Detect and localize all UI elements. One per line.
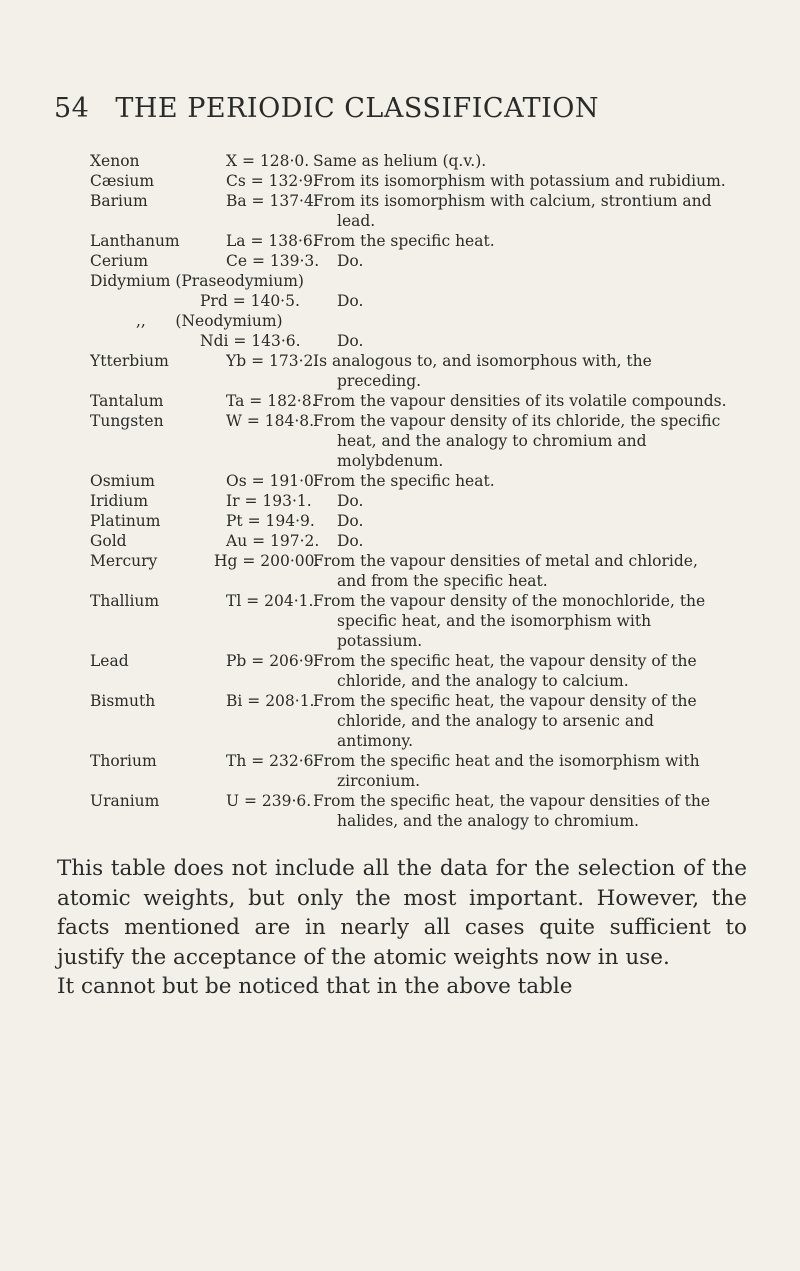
- atomic-weight: Bi = 208·1.: [226, 692, 315, 710]
- table-row-gold: [90, 531, 730, 551]
- element-name: Cæsium: [90, 172, 155, 190]
- atomic-weight: Pb = 206·9.: [226, 652, 319, 670]
- body-text: [57, 854, 747, 1002]
- table-row-bismuth: [90, 691, 730, 751]
- atomic-weight: Tl = 204·1.: [226, 592, 314, 610]
- body-paragraph: This table does not include all the data for the selection of the atomic weights, but only the most important. However, the facts mentioned are in nearly all cases quite sufficient to justify the acceptance of the atomic weights now in use.: [57, 856, 747, 970]
- method-text: From the specific heat and the isomorphism with zirconium.: [313, 752, 700, 790]
- element-name: Xenon: [90, 152, 140, 170]
- element-name: Lanthanum: [90, 232, 180, 250]
- table-row-cerium: [90, 251, 730, 271]
- table-row-osmium: [90, 471, 730, 491]
- method-text: Do.: [337, 532, 364, 550]
- table-row-lead: [90, 651, 730, 691]
- method-text: From its isomorphism with calcium, strontium and lead.: [313, 192, 712, 230]
- atomic-weights-table: [90, 151, 730, 831]
- element-name: Thorium: [90, 752, 157, 770]
- table-row-praseodymium: [90, 271, 730, 311]
- method-text: From the vapour density of its chloride, the specific heat, and the analogy to chromium and molybdenum.: [313, 412, 721, 470]
- element-name: Barium: [90, 192, 148, 210]
- method-text: Same as helium (q.v.).: [313, 152, 487, 170]
- element-name: Cerium: [90, 252, 149, 270]
- table-row-tantalum: [90, 391, 730, 411]
- table-row-iridium: [90, 491, 730, 511]
- atomic-weight: Ta = 182·8.: [226, 392, 317, 410]
- page-title: THE PERIODIC CLASSIFICATION: [115, 93, 600, 124]
- method-text: From the vapour density of the monochloride, the specific heat, and the isomorphism with potassium.: [313, 592, 706, 650]
- element-name: Gold: [90, 532, 127, 550]
- table-row-thallium: [90, 591, 730, 651]
- table-row-barium: [90, 191, 730, 231]
- element-name: Lead: [90, 652, 129, 670]
- element-name: Mercury: [90, 552, 158, 570]
- element-name: ,, (Neodymium): [136, 312, 283, 330]
- atomic-weight: Ndi = 143·6.: [200, 332, 301, 350]
- atomic-weight: La = 138·6.: [226, 232, 318, 250]
- atomic-weight: Yb = 173·2.: [226, 352, 319, 370]
- method-text: From the vapour densities of its volatile compounds.: [313, 392, 727, 410]
- element-name: Iridium: [90, 492, 149, 510]
- method-text: From its isomorphism with potassium and rubidium.: [313, 172, 726, 190]
- atomic-weight: Au = 197·2.: [226, 532, 320, 550]
- body-paragraph: It cannot but be noticed that in the above table: [57, 974, 573, 999]
- method-text: From the specific heat.: [313, 472, 495, 490]
- atomic-weight: Ir = 193·1.: [226, 492, 312, 510]
- table-row-mercury: [90, 551, 730, 591]
- method-text: Do.: [337, 252, 364, 270]
- method-text: Do.: [337, 512, 364, 530]
- element-name: Didymium (Praseodymium): [90, 272, 304, 290]
- element-name: Uranium: [90, 792, 160, 810]
- method-text: From the specific heat, the vapour densities of the halides, and the analogy to chromium.: [313, 792, 711, 830]
- element-name: Osmium: [90, 472, 155, 490]
- table-row-thorium: [90, 751, 730, 791]
- table-row-xenon: [90, 151, 730, 171]
- method-text: From the specific heat, the vapour density of the chloride, and the analogy to calcium.: [313, 652, 697, 690]
- element-name: Ytterbium: [90, 352, 169, 370]
- atomic-weight: Ce = 139·3.: [226, 252, 320, 270]
- atomic-weight: W = 184·8.: [226, 412, 315, 430]
- table-row-platinum: [90, 511, 730, 531]
- table-row-ytterbium: [90, 351, 730, 391]
- atomic-weight: Hg = 200·00.: [214, 552, 320, 570]
- atomic-weight: Cs = 132·9.: [226, 172, 318, 190]
- running-header: [54, 93, 599, 124]
- page-number: 54: [54, 93, 90, 124]
- element-name: Thallium: [90, 592, 160, 610]
- element-name: Platinum: [90, 512, 161, 530]
- method-text: From the vapour densities of metal and chloride, and from the specific heat.: [313, 552, 698, 590]
- atomic-weight: X = 128·0.: [226, 152, 310, 170]
- method-text: Do.: [337, 292, 364, 310]
- method-text: Do.: [337, 332, 364, 350]
- table-row-neodymium: [90, 311, 730, 351]
- element-name: Tungsten: [90, 412, 164, 430]
- atomic-weight: Pt = 194·9.: [226, 512, 315, 530]
- atomic-weight: U = 239·6.: [226, 792, 312, 810]
- table-row-caesium: [90, 171, 730, 191]
- element-name: Tantalum: [90, 392, 164, 410]
- table-row-uranium: [90, 791, 730, 831]
- atomic-weight: Os = 191·0.: [226, 472, 319, 490]
- atomic-weight: Ba = 137·4.: [226, 192, 319, 210]
- table-row-lanthanum: [90, 231, 730, 251]
- atomic-weight: Th = 232·6.: [226, 752, 319, 770]
- table-row-tungsten: [90, 411, 730, 471]
- method-text: Is analogous to, and isomorphous with, the preceding.: [313, 352, 652, 390]
- method-text: From the specific heat, the vapour density of the chloride, and the analogy to arsenic and antimony.: [313, 692, 697, 750]
- method-text: Do.: [337, 492, 364, 510]
- atomic-weight: Prd = 140·5.: [200, 292, 300, 310]
- element-name: Bismuth: [90, 692, 156, 710]
- method-text: From the specific heat.: [313, 232, 495, 250]
